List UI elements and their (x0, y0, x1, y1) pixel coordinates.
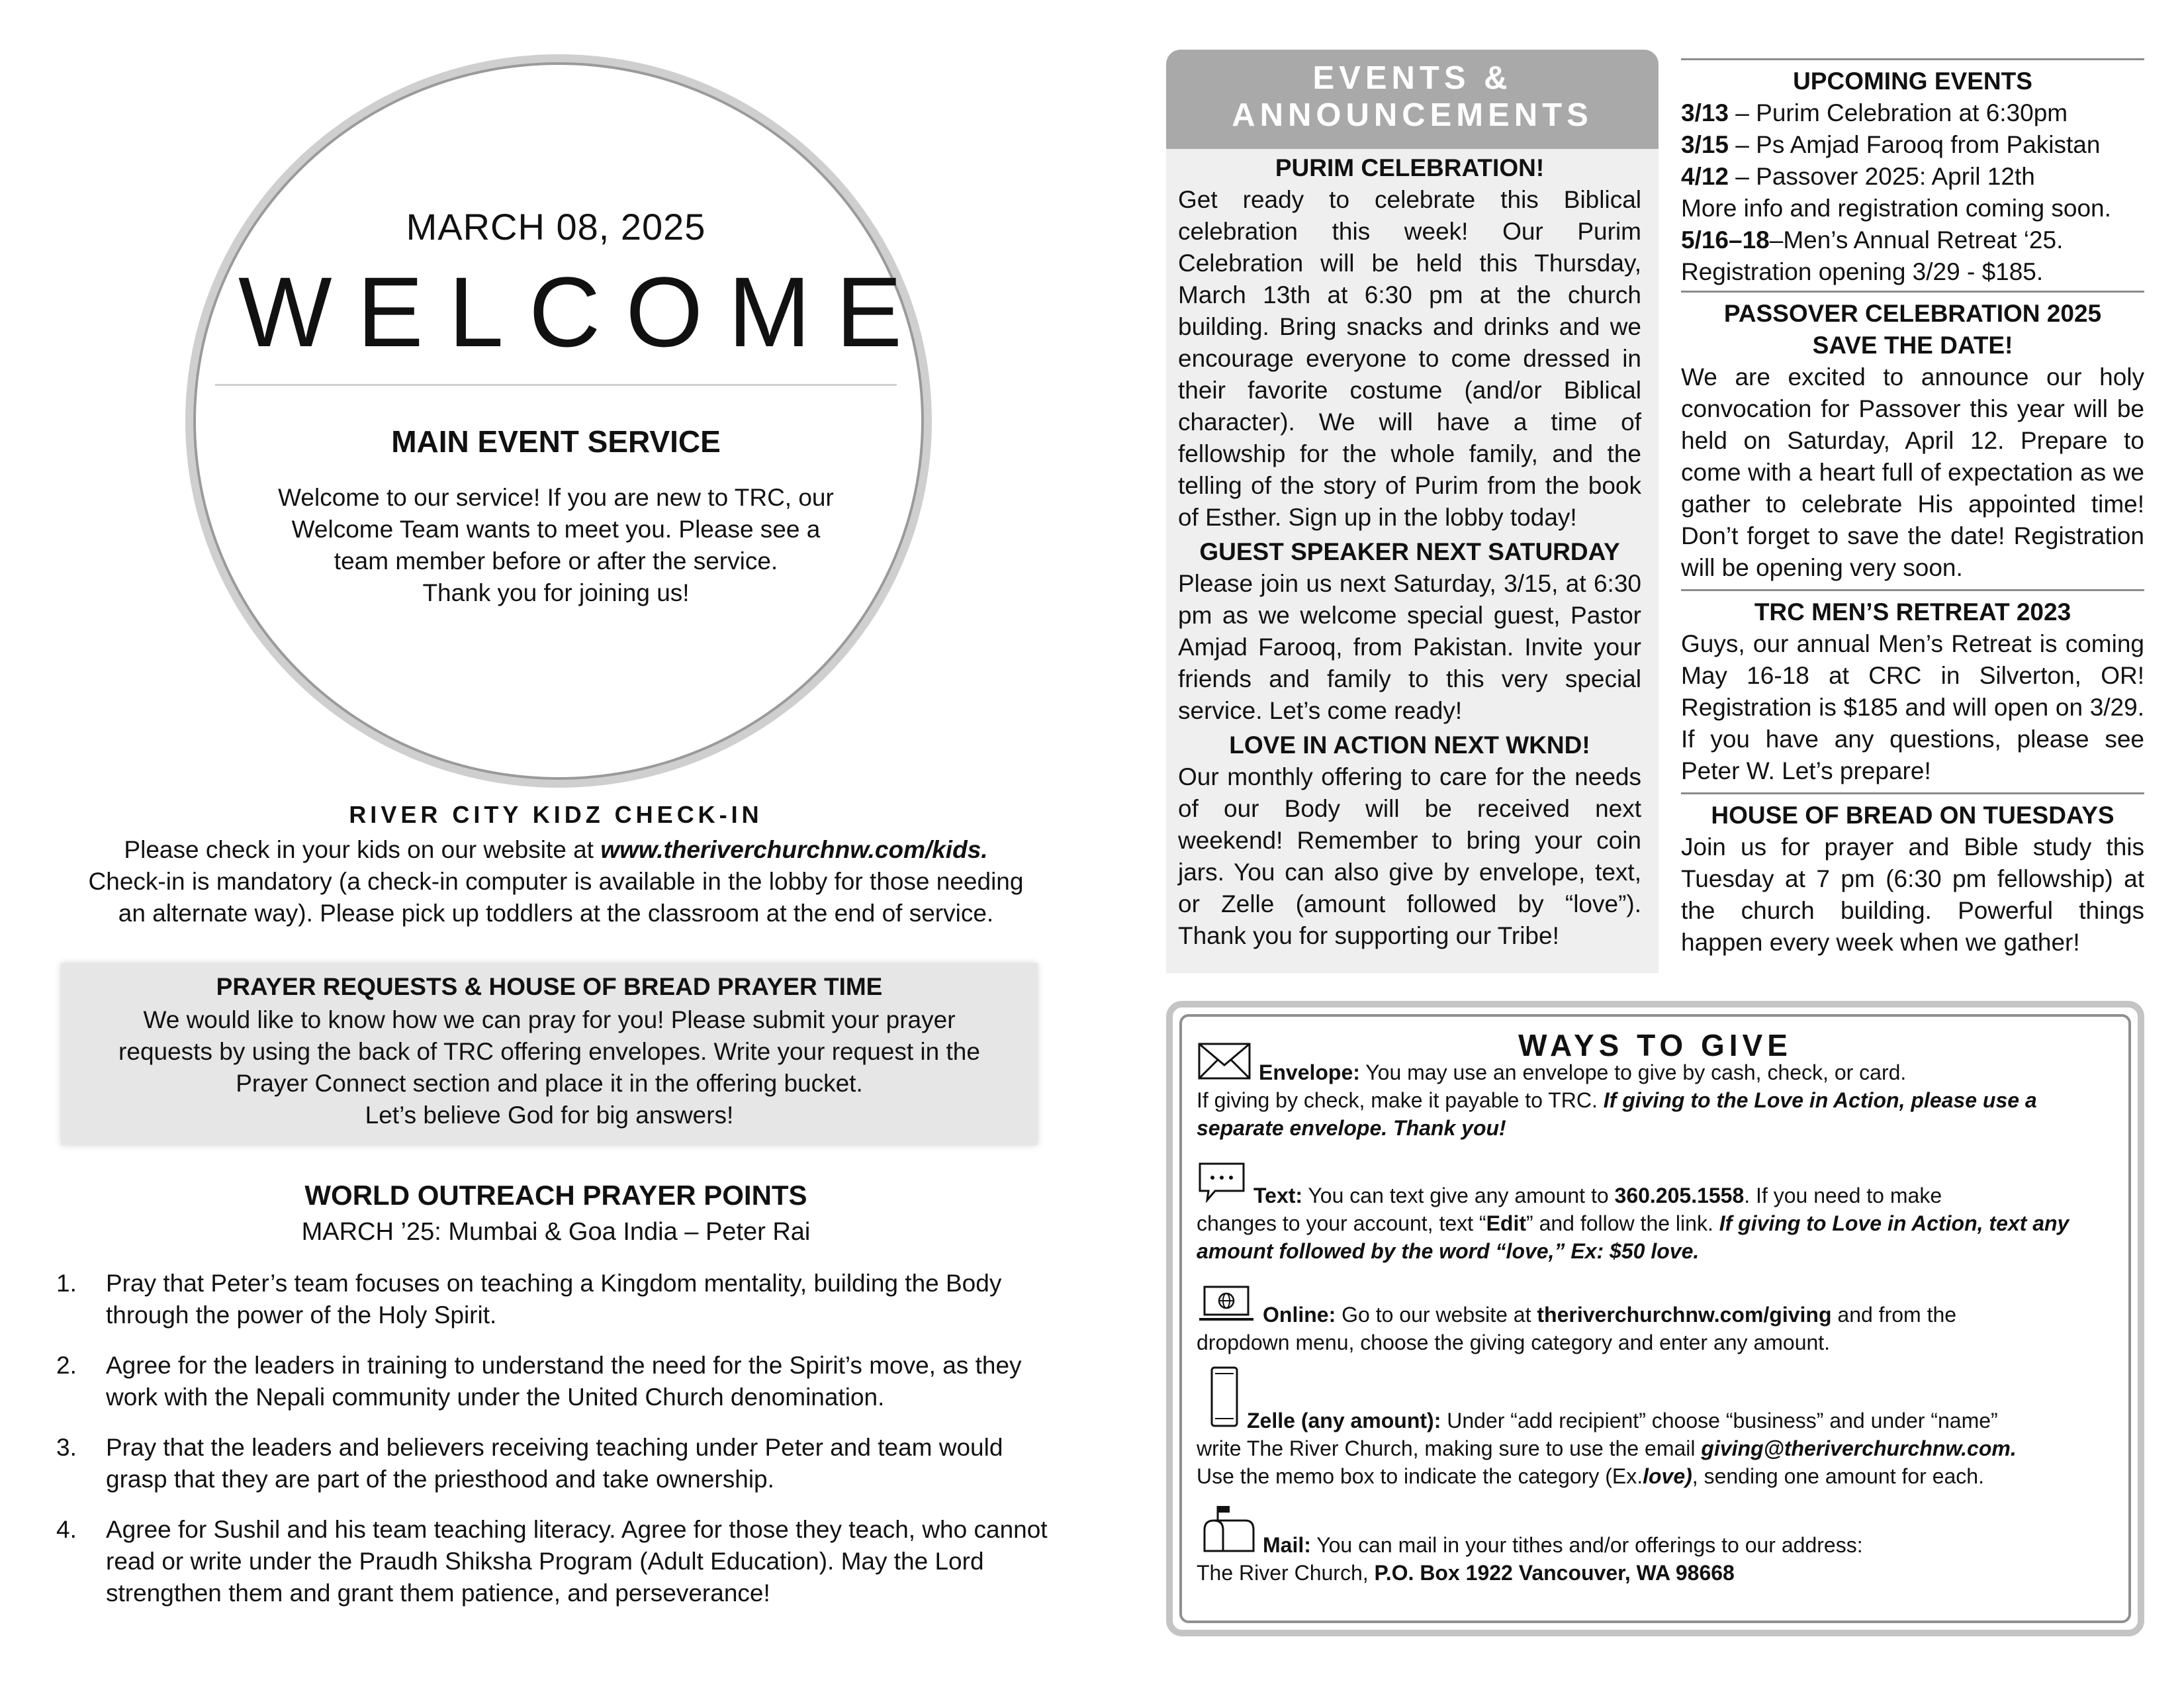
list-item: 2. Agree for the leaders in training to understand the need for the Spirit’s move, as they work with the Nepali community under the United Church denomination. (56, 1352, 1022, 1411)
guest-speaker-heading: GUEST SPEAKER NEXT SATURDAY (1199, 538, 1620, 565)
main-event-heading: MAIN EVENT SERVICE (391, 424, 721, 459)
purim-heading: PURIM CELEBRATION! (1275, 154, 1545, 181)
prayer-points-list (53, 1268, 1052, 1628)
upcoming-events-section: UPCOMING EVENTS 3/13 – Purim Celebration at 6:30pm 3/15 – Ps Amjad Farooq from Pakistan 4/12 – Passover 2025: April 12th More info and registration coming soon. 5/16–18–Men’s Annual Retreat ‘25. Registration opening 3/29 - $185. (1681, 58, 2144, 291)
envelope-option: Envelope: You may use an envelope to give by cash, check, or card. If giving by check, make it payable to TRC. If giving to the Love in Action, please use a separate envelope. Thank you! (1197, 1043, 2097, 1142)
events-header-title: EVENTS & ANNOUNCEMENTS (1232, 60, 1593, 133)
mens-retreat-section: TRC MEN’S RETREAT 2023 Guys, our annual Men’s Retreat is coming May 16-18 at CRC in Silverton, OR! Registration is $185 and will open on 3/29. If you have any questions, please see Peter W. Let’s prepare! (1681, 589, 2144, 792)
kidz-checkin-text: Please check in your kids on our website at www.theriverchurchnw.com/kids. Check-in is mandatory (a check-in computer is available in the lobby for those needing an alternate way). Please pick up toddlers at the classroom at the end of service. (88, 836, 1024, 927)
giving-email-link[interactable]: giving@theriverchurchnw.com. (1701, 1436, 2017, 1460)
prayer-requests-heading: PRAYER REQUESTS & HOUSE OF BREAD PRAYER TIME (216, 973, 883, 1000)
love-in-action-heading: LOVE IN ACTION NEXT WKND! (1229, 731, 1590, 759)
main-event-text: Welcome to our service! If you are new to TRC, our Welcome Team wants to meet you. Please see a team member before or after the service. Thank you for joining us! (278, 484, 834, 606)
text-option: Text: You can text give any amount to 360.205.1558. If you need to make changes to your account, text “Edit” and follow the link. If giving to Love in Action, text any amount followed by the word “love,” Ex: $50 love. (1197, 1162, 2097, 1265)
kidz-checkin-heading: RIVER CITY KIDZ CHECK-IN (349, 801, 763, 828)
mailing-address: P.O. Box 1922 Vancouver, WA 98668 (1374, 1561, 1735, 1585)
mailbox-icon (1202, 1503, 1255, 1559)
giving-website-link[interactable]: theriverchurchnw.com/giving (1537, 1303, 1832, 1327)
laptop-globe-icon (1198, 1285, 1255, 1329)
zelle-option: Zelle (any amount): Under “add recipient” choose “business” and under “name” write The River Church, making sure to use the email giving@theriverchurchnw.com. Use the memo box to indicate the category (Ex.love), sending one amount for each. (1197, 1366, 2097, 1490)
world-outreach-heading: WORLD OUTREACH PRAYER POINTS (304, 1180, 807, 1211)
phone-icon (1210, 1366, 1239, 1434)
list-item: 3/13 – Purim Celebration at 6:30pm (1681, 99, 2068, 126)
service-date: MARCH 08, 2025 (406, 206, 706, 248)
passover-section: PASSOVER CELEBRATION 2025 SAVE THE DATE! We are excited to announce our holy convocation for Passover this year will be held on Saturday, April 12. Prepare to come with a heart full of expectation as we gather to celebrate His appointed time! Don’t forget to save the date! Registration will be opening very soon. (1681, 291, 2144, 589)
envelope-icon (1198, 1043, 1251, 1086)
kids-website-link[interactable]: www.theriverchurchnw.com/kids. (600, 836, 988, 863)
text-give-number: 360.205.1558 (1614, 1184, 1745, 1207)
upcoming-column (1681, 58, 2144, 964)
upcoming-events-heading: UPCOMING EVENTS (1793, 68, 2032, 95)
events-content (1178, 152, 1641, 952)
love-in-action-text: Our monthly offering to care for the needs of our Body will be received next weekend! Remember to bring your coin jars. You can also give by envelope, text, or Zelle (amount followed by “love”). Thank you for supporting our Tribe! (1178, 763, 1641, 949)
purim-text: Get ready to celebrate this Biblical celebration this week! Our Purim Celebration will be held this Thursday, March 13th at 6:30 pm at the church building. Bring snacks and drinks and we encourage everyone to come dressed in their favorite costume (and/or Biblical character). We will have a time of fellowship for the whole family, and the telling of the story of Purim from the book of Esther. Sign up in the lobby today! (1178, 186, 1641, 531)
list-item: 3/15 – Ps Amjad Farooq from Pakistan (1681, 131, 2101, 158)
world-outreach-subheading: MARCH ’25: Mumbai & Goa India – Peter Rai (301, 1218, 811, 1246)
list-item: 4/12 – Passover 2025: April 12th (1681, 163, 2035, 190)
list-item: 5/16–18–Men’s Annual Retreat ‘25. (1681, 226, 2064, 254)
list-item: 1. Pray that Peter’s team focuses on teaching a Kingdom mentality, building the Body through the power of the Holy Spirit. (56, 1270, 1002, 1329)
welcome-circle-inner (193, 62, 928, 780)
list-item: 4. Agree for Sushil and his team teaching literacy. Agree for those they teach, who cannot read or write under the Praudh Shiksha Program (Adult Education). May the Lord strengthen them and grant them patience, and perseverance! (56, 1516, 1048, 1607)
online-option: Online: Go to our website at theriverchurchnw.com/giving and from the dropdown menu, choose the giving category and enter any amount. (1197, 1285, 2097, 1356)
ways-to-give-body (1197, 1043, 2097, 1587)
welcome-title: WELCOME (238, 256, 928, 367)
mail-option: Mail: You can mail in your tithes and/or offerings to our address: The River Church, P.O. Box 1922 Vancouver, WA 98668 (1197, 1503, 2097, 1587)
guest-speaker-text: Please join us next Saturday, 3/15, at 6:30 pm as we welcome special guest, Pastor Amjad Farooq, from Pakistan. Invite your friends and family to this very special service. Let’s come ready! (1178, 570, 1641, 724)
house-of-bread-section: HOUSE OF BREAD ON TUESDAYS Join us for prayer and Bible study this Tuesday at 7 pm (6:30 pm fellowship) at the church building. Powerful things happen every week when we gather! (1681, 792, 2144, 964)
list-item: 3. Pray that the leaders and believers receiving teaching under Peter and team would grasp that they are part of the priesthood and take ownership. (56, 1434, 1003, 1493)
welcome-divider (215, 384, 897, 386)
chat-bubble-icon (1198, 1162, 1246, 1209)
prayer-requests-text: We would like to know how we can pray for you! Please submit your prayer requests by using the back of TRC offering envelopes. Write your request in the Prayer Connect section and place it in the offering bucket. Let’s believe God for big answers! (118, 1006, 980, 1129)
ways-to-give-heading: WAYS TO GIVE (1518, 1028, 1792, 1062)
